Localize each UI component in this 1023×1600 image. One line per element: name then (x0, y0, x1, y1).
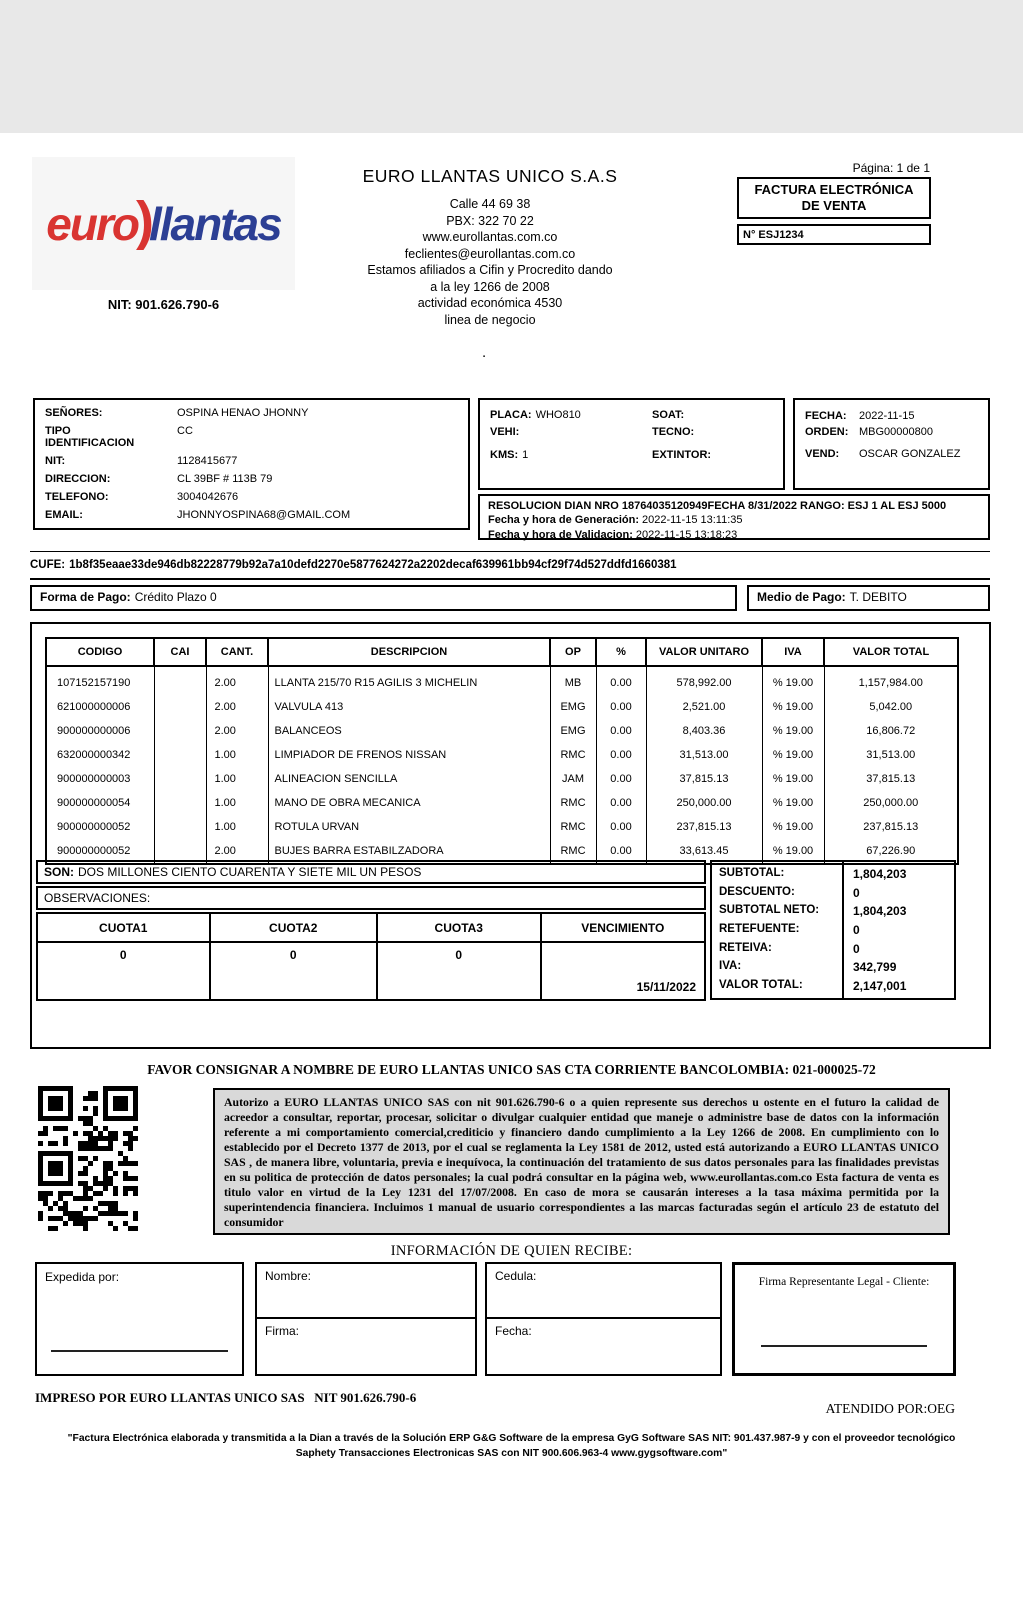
field-label (45, 491, 177, 503)
table-cell: 31,513.00 (824, 743, 958, 767)
table-cell: 0.00 (596, 695, 646, 719)
table-cell (154, 743, 206, 767)
table-cell (154, 666, 206, 695)
field-value: WHO810 (535, 409, 581, 421)
cedula-field (487, 1264, 720, 1319)
totals-row (712, 960, 954, 974)
table-cell: 2.00 (206, 719, 268, 743)
footer-line-2: Saphety Transacciones Electronicas SAS con NIT 900.606.963-4 www.gygsoftware.com" (295, 1448, 728, 1459)
totals-row (712, 886, 954, 900)
vehicle-row (490, 424, 652, 441)
customer-row (45, 455, 458, 467)
table-cell: 2,521.00 (646, 695, 762, 719)
column-header: CUOTA3 (377, 913, 540, 942)
company-nit: NIT: 901.626.790-6 (107, 297, 220, 312)
field-label-text: EMAIL: (45, 509, 83, 521)
cufe-value: 1b8f35eaae33de946db82228779b92a7a10defd2270e5877624272a2202decaf639961bb94cf29f74d527ddfd1660381 (69, 559, 677, 571)
observations-box: OBSERVACIONES: (36, 886, 706, 910)
logo-text-llantas: llantas (148, 197, 281, 250)
page-number: Página: 1 de 1 (852, 161, 930, 175)
column-header: DESCRIPCION (268, 638, 550, 666)
logo-paren-icon: ) (135, 190, 154, 251)
table-cell: 37,815.13 (646, 767, 762, 791)
company-activity: actividad económica 4530 (417, 296, 563, 310)
field-label: TECNO: (652, 426, 695, 438)
table-cell: 16,806.72 (824, 719, 958, 743)
signature-line (51, 1350, 228, 1352)
nombre-field (257, 1264, 475, 1319)
table-cell: 5,042.00 (824, 695, 958, 719)
amount-in-words-box (36, 860, 706, 884)
totals-value: 0 (853, 922, 860, 937)
fecha-field (487, 1319, 720, 1374)
table-cell: 632000000342 (46, 743, 154, 767)
totals-box (710, 860, 956, 1000)
table-cell (154, 815, 206, 839)
column-header: CUOTA1 (37, 913, 210, 942)
table-cell: 33,613.45 (646, 839, 762, 864)
totals-label: SUBTOTAL: (719, 867, 785, 879)
field-label: Fecha: (495, 1324, 532, 1338)
footer-legal-text (0, 1431, 1023, 1461)
company-pbx: PBX: 322 70 22 (446, 213, 534, 228)
company-business-line: linea de negocio (444, 312, 536, 327)
table-cell: % 19.00 (762, 695, 824, 719)
table-cell: 1.00 (206, 815, 268, 839)
field-label: Cedula: (495, 1269, 537, 1283)
son-label: SON: (44, 865, 74, 879)
table-cell: % 19.00 (762, 767, 824, 791)
field-label: FECHA: (805, 410, 847, 422)
validation-datetime (488, 528, 980, 543)
table-cell: 621000000006 (46, 695, 154, 719)
table-cell: 237,815.13 (646, 815, 762, 839)
items-section (30, 622, 991, 1049)
vencimiento-value: 15/11/2022 (541, 942, 706, 1000)
field-label: PLACA: (490, 409, 532, 421)
scan-top-band (0, 0, 1023, 133)
table-cell: 578,992.00 (646, 666, 762, 695)
vehicle-column-right (652, 407, 773, 481)
field-value: 1128415677 (177, 455, 238, 467)
column-header: CODIGO (46, 638, 154, 666)
table-cell: JAM (550, 767, 596, 791)
attended-by-line: ATENDIDO POR:OEG (825, 1401, 955, 1416)
totals-rows (712, 862, 954, 998)
company-affiliation-2: a la ley 1266 de 2008 (430, 279, 550, 294)
cufe-line (30, 551, 990, 580)
table-cell: 107152157190 (46, 666, 154, 695)
totals-value: 342,799 (853, 960, 897, 975)
field-label-text: DIRECCION: (45, 473, 111, 485)
field-label-text: TELEFONO: (45, 491, 109, 503)
totals-value: 1,804,203 (853, 904, 907, 919)
table-cell: RMC (550, 743, 596, 767)
cuota-value: 0 (377, 942, 540, 1000)
vehicle-column-left (490, 407, 652, 481)
resolution-line: RESOLUCION DIAN NRO 18764035120949FECHA 8/31/2022 RANGO: ESJ 1 AL ESJ 5000 (488, 500, 947, 512)
table-cell: 900000000003 (46, 767, 154, 791)
table-row (46, 743, 958, 767)
totals-value: 2,147,001 (853, 978, 907, 993)
vehicle-info-box (478, 398, 785, 490)
printed-by-line: IMPRESO POR EURO LLANTAS UNICO SAS NIT 901.626.790-6 (35, 1390, 417, 1405)
expedida-por-box (35, 1262, 244, 1376)
totals-row (712, 979, 954, 993)
table-row (46, 695, 958, 719)
company-affiliation-1: Estamos afiliados a Cifin y Procredito dando (367, 263, 613, 277)
column-header: CANT. (206, 638, 268, 666)
table-cell: EMG (550, 719, 596, 743)
scan-dot: . (482, 344, 487, 361)
items-table (45, 637, 959, 865)
table-cell: % 19.00 (762, 815, 824, 839)
vehicle-row (652, 447, 773, 464)
column-header: VENCIMIENTO (541, 913, 706, 942)
totals-row (712, 923, 954, 937)
field-value: JHONNYOSPINA68@GMAIL.COM (177, 509, 351, 521)
table-cell: LIMPIADOR DE FRENOS NISSAN (268, 743, 550, 767)
nombre-firma-box (255, 1262, 477, 1376)
column-header: VALOR TOTAL (824, 638, 958, 666)
generation-datetime (488, 513, 980, 528)
table-cell: 1.00 (206, 791, 268, 815)
table-cell: 0.00 (596, 815, 646, 839)
vehicle-row (652, 424, 773, 441)
table-cell: 0.00 (596, 666, 646, 695)
vehicle-row (490, 407, 652, 424)
customer-row (45, 425, 458, 449)
column-header: IVA (762, 638, 824, 666)
field-value: T. DEBITO (849, 590, 907, 604)
table-cell: 2.00 (206, 695, 268, 719)
field-value: 2022-11-15 13:11:35 (642, 514, 743, 526)
column-header: CAI (154, 638, 206, 666)
payment-method-box (747, 585, 990, 611)
table-cell: MANO DE OBRA MECANICA (268, 791, 550, 815)
field-value: MBG00000800 (859, 426, 933, 438)
field-value: OSPINA HENAO JHONNY (177, 407, 309, 419)
field-label: Forma de Pago: (40, 590, 131, 604)
table-cell: 900000000052 (46, 839, 154, 864)
table-cell: RMC (550, 839, 596, 864)
company-header (285, 166, 695, 328)
field-label: ORDEN: (805, 426, 849, 438)
field-value: 1 (522, 449, 529, 461)
field-label-text: TIPO IDENTIFICACION (45, 425, 135, 449)
totals-row (712, 904, 954, 918)
field-value: CC (177, 425, 193, 437)
order-row (805, 446, 978, 462)
order-row (805, 424, 978, 440)
company-email: feclientes@eurollantas.com.co (404, 246, 576, 261)
field-value: OSCAR GONZALEZ (859, 448, 961, 460)
cedula-fecha-box (485, 1262, 722, 1376)
table-cell (154, 695, 206, 719)
footer-line-1: "Factura Electrónica elaborada y transmitida a la Dian a través de la Solución ERP G&G Software de la empresa GyG Software SAS NIT: 901.437.987-9 y con el proveedor tecnológico (67, 1433, 956, 1444)
customer-row (45, 509, 458, 521)
field-value: Crédito Plazo 0 (134, 590, 217, 604)
table-cell: 0.00 (596, 743, 646, 767)
table-cell: RMC (550, 791, 596, 815)
table-cell: 237,815.13 (824, 815, 958, 839)
field-label: Firma Representante Legal - Cliente: (758, 1276, 930, 1288)
field-label: Expedida por: (45, 1270, 120, 1284)
totals-label: VALOR TOTAL: (719, 978, 803, 991)
table-cell: % 19.00 (762, 666, 824, 695)
table-cell: 1.00 (206, 743, 268, 767)
table-row (46, 666, 958, 695)
table-cell: 37,815.13 (824, 767, 958, 791)
field-value: 3004042676 (177, 491, 239, 503)
field-label (45, 509, 177, 521)
table-row (46, 791, 958, 815)
field-label (45, 473, 177, 485)
table-cell: 2.00 (206, 666, 268, 695)
field-label-text: SEÑORES: (45, 407, 103, 419)
company-name: EURO LLANTAS UNICO S.A.S (362, 166, 618, 186)
field-label: Firma: (265, 1324, 299, 1338)
resolution-box (478, 494, 990, 540)
table-cell (154, 719, 206, 743)
order-row (805, 408, 978, 424)
totals-row (712, 942, 954, 956)
table-cell: MB (550, 666, 596, 695)
table-cell: 31,513.00 (646, 743, 762, 767)
table-cell: 0.00 (596, 767, 646, 791)
table-cell: RMC (550, 815, 596, 839)
table-header-row (46, 638, 958, 666)
field-label: Medio de Pago: (757, 590, 846, 604)
field-value: 2022-11-15 (859, 410, 915, 422)
invoice-type-box: FACTURA ELECTRÓNICA DE VENTA (737, 177, 931, 219)
column-header: % (596, 638, 646, 666)
totals-value: 1,804,203 (853, 867, 907, 881)
table-row (37, 942, 705, 1000)
table-cell: % 19.00 (762, 743, 824, 767)
table-cell: % 19.00 (762, 791, 824, 815)
column-header: CUOTA2 (210, 913, 378, 942)
son-value: DOS MILLONES CIENTO CUARENTA Y SIETE MIL UN PESOS (78, 865, 422, 879)
totals-label: IVA: (719, 960, 742, 973)
table-cell: LLANTA 215/70 R15 AGILIS 3 MICHELIN (268, 666, 550, 695)
installments-table (36, 912, 706, 1001)
table-cell: % 19.00 (762, 839, 824, 864)
firma-field (257, 1319, 475, 1374)
table-cell (154, 767, 206, 791)
customer-info-box (33, 398, 470, 530)
table-cell: % 19.00 (762, 719, 824, 743)
table-header-row (37, 913, 705, 942)
field-label: KMS: (490, 449, 519, 461)
column-header: OP (550, 638, 596, 666)
invoice-number-box: N° ESJ1234 (737, 224, 931, 245)
vehicle-row (652, 407, 773, 424)
field-label: Fecha y hora de Validacion: (488, 528, 633, 541)
table-cell: BUJES BARRA ESTABILZADORA (268, 839, 550, 864)
table-cell: 900000000006 (46, 719, 154, 743)
table-row (46, 719, 958, 743)
table-cell: VALVULA 413 (268, 695, 550, 719)
order-info-box (793, 398, 990, 490)
receiver-section-title: INFORMACIÓN DE QUIEN RECIBE: (390, 1243, 633, 1259)
cuota-value: 0 (210, 942, 378, 1000)
field-label: VEND: (805, 448, 840, 460)
table-cell: 1,157,984.00 (824, 666, 958, 695)
field-label (45, 455, 177, 467)
table-cell: 900000000054 (46, 791, 154, 815)
field-label (45, 407, 177, 419)
table-cell: 67,226.90 (824, 839, 958, 864)
table-cell: 0.00 (596, 839, 646, 864)
totals-label: RETEFUENTE: (719, 922, 800, 935)
totals-label: DESCUENTO: (719, 885, 795, 898)
table-cell: 2.00 (206, 839, 268, 864)
totals-row (712, 867, 954, 881)
company-logo (32, 157, 295, 290)
divider (842, 862, 844, 998)
table-cell: 0.00 (596, 719, 646, 743)
table-cell: ALINEACION SENCILLA (268, 767, 550, 791)
authorization-text: Autorizo a EURO LLANTAS UNICO SAS con nit 901.626.790-6 o a quien represente sus derechos u ostente en el futuro la calidad de acreedor a consultar, reportar, procesar, solicitar o divulgar cualquier entidad que maneje o administre base de datos con la información referente a mi comportamiento comercial,crediticio y financiero dando cumplimiento a la Ley 1266 de 2008. En cumplimiento con lo establecido por el Decreto 1377 de 2013, por el cual se reglamenta la Ley 1581 de 2012, usted está autorizando a EURO LLANTAS UNICO SAS , de manera libre, voluntaria, previa e inequívoca, la continuación del tratamiento de sus datos personales para las finalidades previstas en su politica de protección de datos personales; la cual podrá consultar en la página web, www.eurollantas.com.co Esta factura de venta es titulo valor en virtud de la Ley 1231 del 17/07/2008. En caso de mora se causarán intereses a la tasa máxima permitida por la superintendencia financiera. Incluimos 1 manual de usuario correspondientes a las marcas facturadas según el artículo 23 de estatuto del consumidor (213, 1088, 950, 1235)
company-address: Calle 44 69 38 (449, 197, 531, 211)
logo-text-euro: euro (46, 197, 138, 250)
qr-code (38, 1086, 138, 1231)
table-cell: BALANCEOS (268, 719, 550, 743)
bank-deposit-line: FAVOR CONSIGNAR A NOMBRE DE EURO LLANTAS UNICO SAS CTA CORRIENTE BANCOLOMBIA: 021-000025-72 (147, 1062, 876, 1077)
field-label-text: NIT: (45, 455, 66, 467)
totals-value: 0 (853, 941, 860, 956)
table-cell: 0.00 (596, 791, 646, 815)
customer-row (45, 491, 458, 503)
field-label: EXTINTOR: (652, 449, 712, 461)
table-cell: ROTULA URVAN (268, 815, 550, 839)
table-cell: 250,000.00 (824, 791, 958, 815)
field-value: 2022-11-15 13:18:23 (635, 528, 738, 541)
customer-row (45, 407, 458, 419)
table-cell: 250,000.00 (646, 791, 762, 815)
cuota-value: 0 (37, 942, 210, 1000)
cufe-label: CUFE: (30, 559, 66, 571)
table-cell: EMG (550, 695, 596, 719)
table-cell (154, 791, 206, 815)
legal-signature-box (732, 1262, 956, 1376)
vehicle-row (490, 447, 652, 464)
field-label: Nombre: (265, 1269, 312, 1283)
signature-line (761, 1345, 927, 1347)
totals-label: SUBTOTAL NETO: (719, 904, 820, 917)
company-website: www.eurollantas.com.co (422, 230, 558, 244)
field-label: VEHI: (490, 426, 520, 438)
table-cell: 1.00 (206, 767, 268, 791)
table-row (46, 767, 958, 791)
table-cell: 8,403.36 (646, 719, 762, 743)
table-cell: 900000000052 (46, 815, 154, 839)
customer-row (45, 473, 458, 485)
field-label (45, 425, 177, 449)
field-value: CL 39BF # 113B 79 (177, 473, 273, 485)
column-header: VALOR UNITARO (646, 638, 762, 666)
field-label: SOAT: (652, 409, 685, 421)
payment-form-box (30, 585, 737, 611)
totals-label: RETEIVA: (719, 941, 772, 954)
field-label: Fecha y hora de Generación: (488, 514, 639, 526)
totals-value: 0 (853, 885, 860, 900)
table-row (46, 815, 958, 839)
